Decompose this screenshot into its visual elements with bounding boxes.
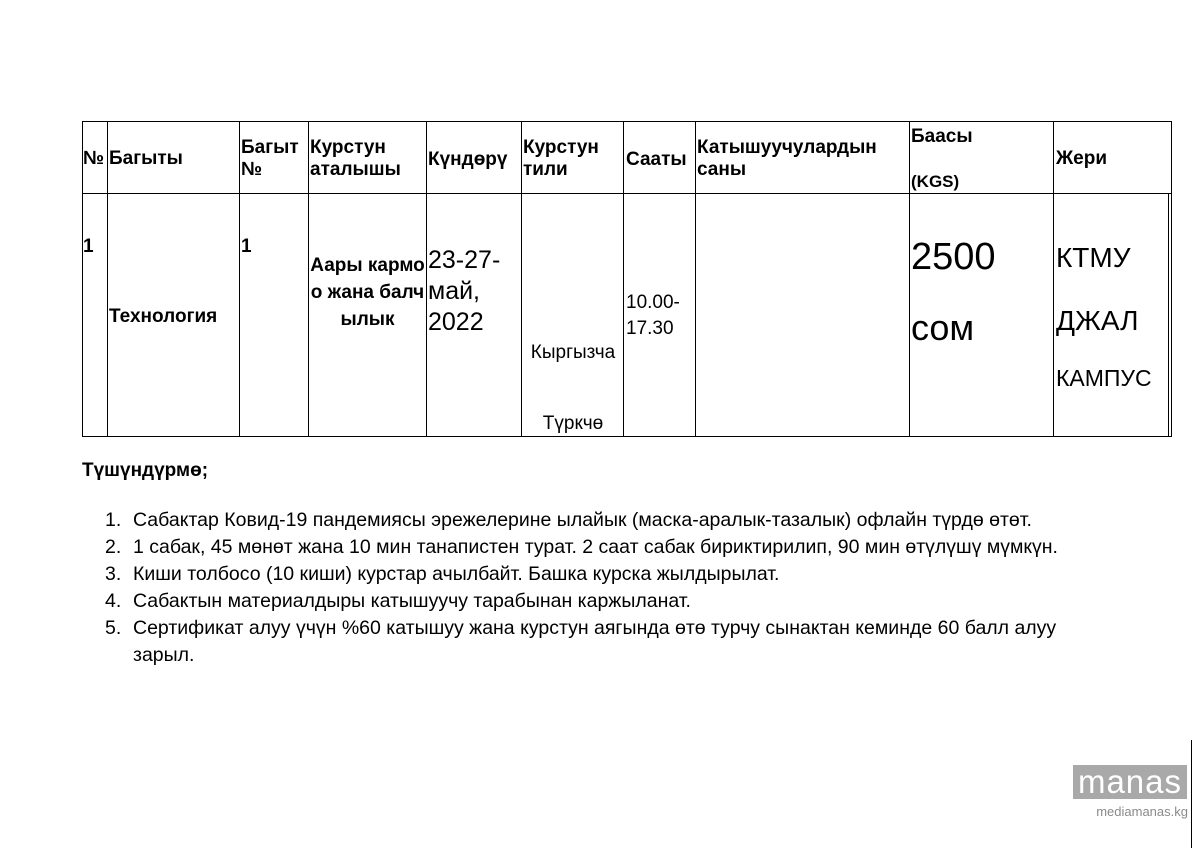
list-item: 5. Сертификат алуу үчүн %60 катышуу жана курстун аягында өтө турчу сынактан кеминде 60 балл алуу зарыл. [105,617,1057,666]
header-days: Күндөрү [428,149,508,170]
row-price-currency: сом [911,307,975,348]
row-direction-number: 1 [241,236,252,257]
table-col-line [1168,194,1169,436]
page-edge-line [1191,740,1192,848]
row-price-amount: 2500 [911,236,996,278]
notes-list [105,507,1115,669]
row-number: 1 [83,236,94,257]
table-col-line [426,121,427,437]
list-item: 3. Киши толбосо (10 киши) курстар ачылбайт. Башка курска жылдырылат. [105,563,780,585]
row-direction: Технология [109,306,218,327]
table-col-line [107,121,108,437]
row-place-line-1: КТМУ [1056,242,1131,273]
table-col-line [521,121,522,437]
watermark-url: mediamanas.kg [1096,804,1188,819]
row-hours: 10.00-17.30 [626,292,680,339]
table-col-line [909,121,910,437]
row-language-kyrgyz: Кыргызча [530,342,616,363]
header-course-name: Курстун аталышы [310,137,401,180]
header-hours: Сааты [626,149,687,170]
row-language-turkish: Түркчө [542,413,604,434]
header-participants: Катышуучулардын саны [697,137,877,180]
header-price: Баасы [911,126,973,147]
header-direction: Багыты [109,148,183,169]
table-header-divider [82,193,1172,194]
header-place: Жери [1056,148,1108,169]
table-col-line [695,121,696,437]
row-dates: 23-27-май, 2022 [428,246,501,336]
manas-logo: manas [1073,765,1187,799]
row-course-name: Аары кармоо жана балчылык [310,255,425,330]
table-border-top [82,121,1172,122]
header-course-language: Курстун тили [523,137,599,180]
header-number: № [83,148,105,169]
table-col-line [1171,121,1172,437]
header-price-currency: (KGS) [911,172,960,191]
list-item: 2. 1 сабак, 45 мөнөт жана 10 мин танапистен турат. 2 саат сабак бириктирилип, 90 мин өтүлүшү мүмкүн. [105,536,1058,558]
table-col-line [1053,121,1054,437]
header-direction-number: Багыт № [241,137,299,180]
row-place-line-3: КАМПУС [1056,365,1152,391]
table-col-line [623,121,624,437]
table-col-line [239,121,240,437]
table-border-bottom [82,436,1172,437]
row-place-line-2: ДЖАЛ [1056,305,1139,336]
list-item: 1. Сабактар Ковид-19 пандемиясы эрежелерине ылайык (маска-аралык-тазалык) офлайн түрдө өтөт. [105,509,1032,531]
list-item: 4. Сабактын материалдыры катышуучу тарабынан каржыланат. [105,590,691,612]
notes-title: Түшүндүрмө; [82,460,209,481]
